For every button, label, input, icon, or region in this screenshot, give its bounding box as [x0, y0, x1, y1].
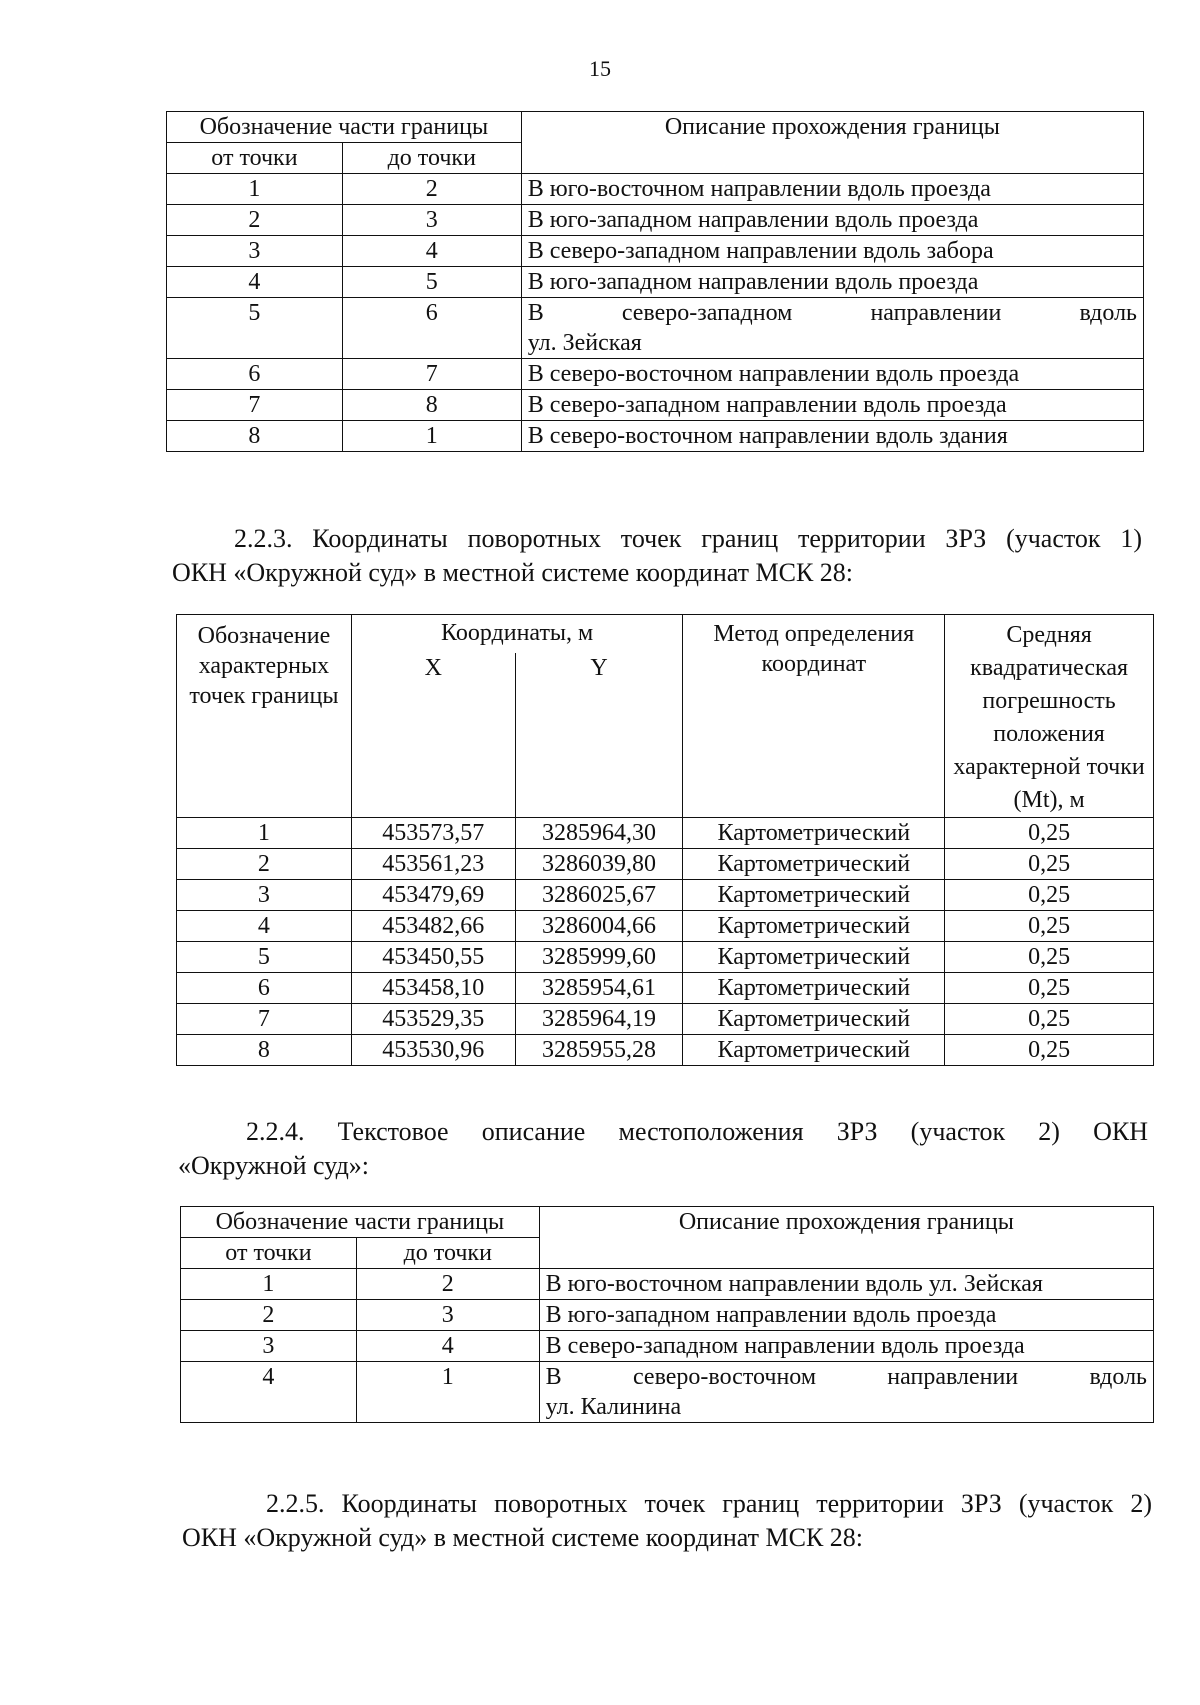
cell-desc: В северо-восточном направлении вдоль здания — [521, 421, 1143, 452]
cell-point: 6 — [177, 973, 352, 1004]
cell-from: 2 — [181, 1300, 357, 1331]
header-coords-label: Координаты, м — [351, 615, 683, 654]
cell-desc: В северо-западном направлении вдоль проезда — [521, 390, 1143, 421]
cell-mt: 0,25 — [945, 911, 1154, 942]
section-224-text — [178, 1115, 1148, 1183]
cell-to: 3 — [342, 205, 521, 236]
cell-method: Картометрический — [683, 1035, 945, 1066]
cell-to: 3 — [356, 1300, 539, 1331]
cell-method: Картометрический — [683, 880, 945, 911]
header-from-label: от точки — [181, 1238, 357, 1269]
cell-y: 3286025,67 — [515, 880, 683, 911]
cell-point: 1 — [177, 818, 352, 849]
cell-y: 3285954,61 — [515, 973, 683, 1004]
cell-y: 3285999,60 — [515, 942, 683, 973]
header-to-label: до точки — [342, 143, 521, 174]
header-part-label: Обозначение части границы — [167, 112, 522, 143]
cell-to: 2 — [342, 174, 521, 205]
section-225-line2: ОКН «Окружной суд» в местной системе координат МСК 28: — [182, 1523, 864, 1552]
cell-to: 6 — [342, 298, 521, 359]
header-part-label: Обозначение части границы — [181, 1207, 540, 1238]
table-row — [177, 911, 1154, 942]
cell-x: 453482,66 — [351, 911, 515, 942]
cell-y: 3285964,30 — [515, 818, 683, 849]
cell-method: Картометрический — [683, 942, 945, 973]
cell-desc — [539, 1362, 1153, 1423]
header-point-label: Обозначение характерных точек границы — [177, 615, 352, 818]
section-223-line1: 2.2.3. Координаты поворотных точек границ территории ЗРЗ (участок 1) — [234, 524, 1142, 553]
header-desc-label: Описание прохождения границы — [521, 112, 1143, 174]
boundary-table-plot2 — [180, 1206, 1154, 1423]
cell-point: 2 — [177, 849, 352, 880]
table-row — [177, 818, 1154, 849]
cell-from: 1 — [181, 1269, 357, 1300]
cell-to: 8 — [342, 390, 521, 421]
cell-desc-line2: ул. Зейская — [527, 330, 642, 356]
cell-from: 5 — [167, 298, 343, 359]
cell-desc — [521, 298, 1143, 359]
cell-from: 7 — [167, 390, 343, 421]
table-row — [177, 880, 1154, 911]
cell-to: 7 — [342, 359, 521, 390]
cell-desc-line2: ул. Калинина — [545, 1394, 682, 1420]
table-row — [177, 973, 1154, 1004]
cell-y: 3285955,28 — [515, 1035, 683, 1066]
cell-x: 453450,55 — [351, 942, 515, 973]
cell-mt: 0,25 — [945, 880, 1154, 911]
table-row — [167, 421, 1144, 452]
cell-to: 2 — [356, 1269, 539, 1300]
boundary-table-plot1 — [166, 111, 1144, 452]
header-from-label: от точки — [167, 143, 343, 174]
table-header-row — [177, 615, 1154, 654]
header-x-label: X — [351, 653, 515, 818]
cell-desc: В юго-восточном направлении вдоль проезда — [521, 174, 1143, 205]
table-row — [167, 174, 1144, 205]
section-225-line1: 2.2.5. Координаты поворотных точек границ территории ЗРЗ (участок 2) — [266, 1489, 1152, 1518]
cell-mt: 0,25 — [945, 1035, 1154, 1066]
table-row — [181, 1300, 1154, 1331]
header-error-label: Средняя квадратическая погрешность положения характерной точки (Mt), м — [945, 615, 1154, 818]
cell-point: 3 — [177, 880, 352, 911]
cell-method: Картометрический — [683, 973, 945, 1004]
cell-mt: 0,25 — [945, 1004, 1154, 1035]
cell-desc-line1: В северо-западном направлении вдоль — [527, 300, 1137, 326]
cell-desc: В северо-западном направлении вдоль проезда — [539, 1331, 1153, 1362]
cell-y: 3286004,66 — [515, 911, 683, 942]
header-to-label: до точки — [356, 1238, 539, 1269]
table-header-row — [181, 1207, 1154, 1238]
section-224-line1: 2.2.4. Текстовое описание местоположения ЗРЗ (участок 2) ОКН — [246, 1117, 1148, 1146]
table-header-row — [167, 112, 1144, 143]
cell-x: 453458,10 — [351, 973, 515, 1004]
cell-x: 453479,69 — [351, 880, 515, 911]
table-row — [167, 390, 1144, 421]
section-224-line2: «Окружной суд»: — [178, 1151, 370, 1180]
table-row — [181, 1331, 1154, 1362]
cell-mt: 0,25 — [945, 849, 1154, 880]
header-y-label: Y — [515, 653, 683, 818]
table-row — [167, 236, 1144, 267]
cell-desc: В северо-западном направлении вдоль забора — [521, 236, 1143, 267]
cell-from: 3 — [167, 236, 343, 267]
cell-point: 4 — [177, 911, 352, 942]
cell-from: 6 — [167, 359, 343, 390]
cell-to: 4 — [356, 1331, 539, 1362]
coordinates-table-plot1 — [176, 614, 1154, 1066]
table-row — [181, 1269, 1154, 1300]
cell-from: 4 — [167, 267, 343, 298]
table-row — [177, 1035, 1154, 1066]
section-223-text — [172, 522, 1142, 590]
cell-mt: 0,25 — [945, 818, 1154, 849]
cell-x: 453561,23 — [351, 849, 515, 880]
cell-mt: 0,25 — [945, 942, 1154, 973]
section-225-text — [182, 1487, 1152, 1555]
cell-x: 453529,35 — [351, 1004, 515, 1035]
table-row — [177, 942, 1154, 973]
cell-desc: В юго-западном направлении вдоль проезда — [539, 1300, 1153, 1331]
cell-desc: В юго-восточном направлении вдоль ул. Зейская — [539, 1269, 1153, 1300]
cell-from: 3 — [181, 1331, 357, 1362]
cell-x: 453573,57 — [351, 818, 515, 849]
table-row — [177, 1004, 1154, 1035]
table-row — [167, 298, 1144, 359]
table-row — [167, 267, 1144, 298]
cell-desc: В северо-восточном направлении вдоль проезда — [521, 359, 1143, 390]
cell-to: 4 — [342, 236, 521, 267]
cell-to: 1 — [356, 1362, 539, 1423]
table-row — [181, 1362, 1154, 1423]
cell-y: 3285964,19 — [515, 1004, 683, 1035]
cell-desc: В юго-западном направлении вдоль проезда — [521, 267, 1143, 298]
cell-to: 5 — [342, 267, 521, 298]
cell-from: 1 — [167, 174, 343, 205]
table-row — [167, 359, 1144, 390]
cell-point: 7 — [177, 1004, 352, 1035]
cell-desc: В юго-западном направлении вдоль проезда — [521, 205, 1143, 236]
cell-desc-line1: В северо-восточном направлении вдоль — [545, 1364, 1147, 1390]
cell-point: 5 — [177, 942, 352, 973]
cell-method: Картометрический — [683, 1004, 945, 1035]
cell-x: 453530,96 — [351, 1035, 515, 1066]
cell-method: Картометрический — [683, 849, 945, 880]
cell-y: 3286039,80 — [515, 849, 683, 880]
cell-method: Картометрический — [683, 818, 945, 849]
header-method-label: Метод определения координат — [683, 615, 945, 818]
cell-to: 1 — [342, 421, 521, 452]
cell-from: 4 — [181, 1362, 357, 1423]
section-223-line2: ОКН «Окружной суд» в местной системе координат МСК 28: — [172, 558, 854, 587]
cell-mt: 0,25 — [945, 973, 1154, 1004]
table-row — [177, 849, 1154, 880]
cell-from: 2 — [167, 205, 343, 236]
page-number: 15 — [589, 56, 611, 81]
header-desc-label: Описание прохождения границы — [539, 1207, 1153, 1269]
table-row — [167, 205, 1144, 236]
cell-method: Картометрический — [683, 911, 945, 942]
cell-from: 8 — [167, 421, 343, 452]
cell-point: 8 — [177, 1035, 352, 1066]
